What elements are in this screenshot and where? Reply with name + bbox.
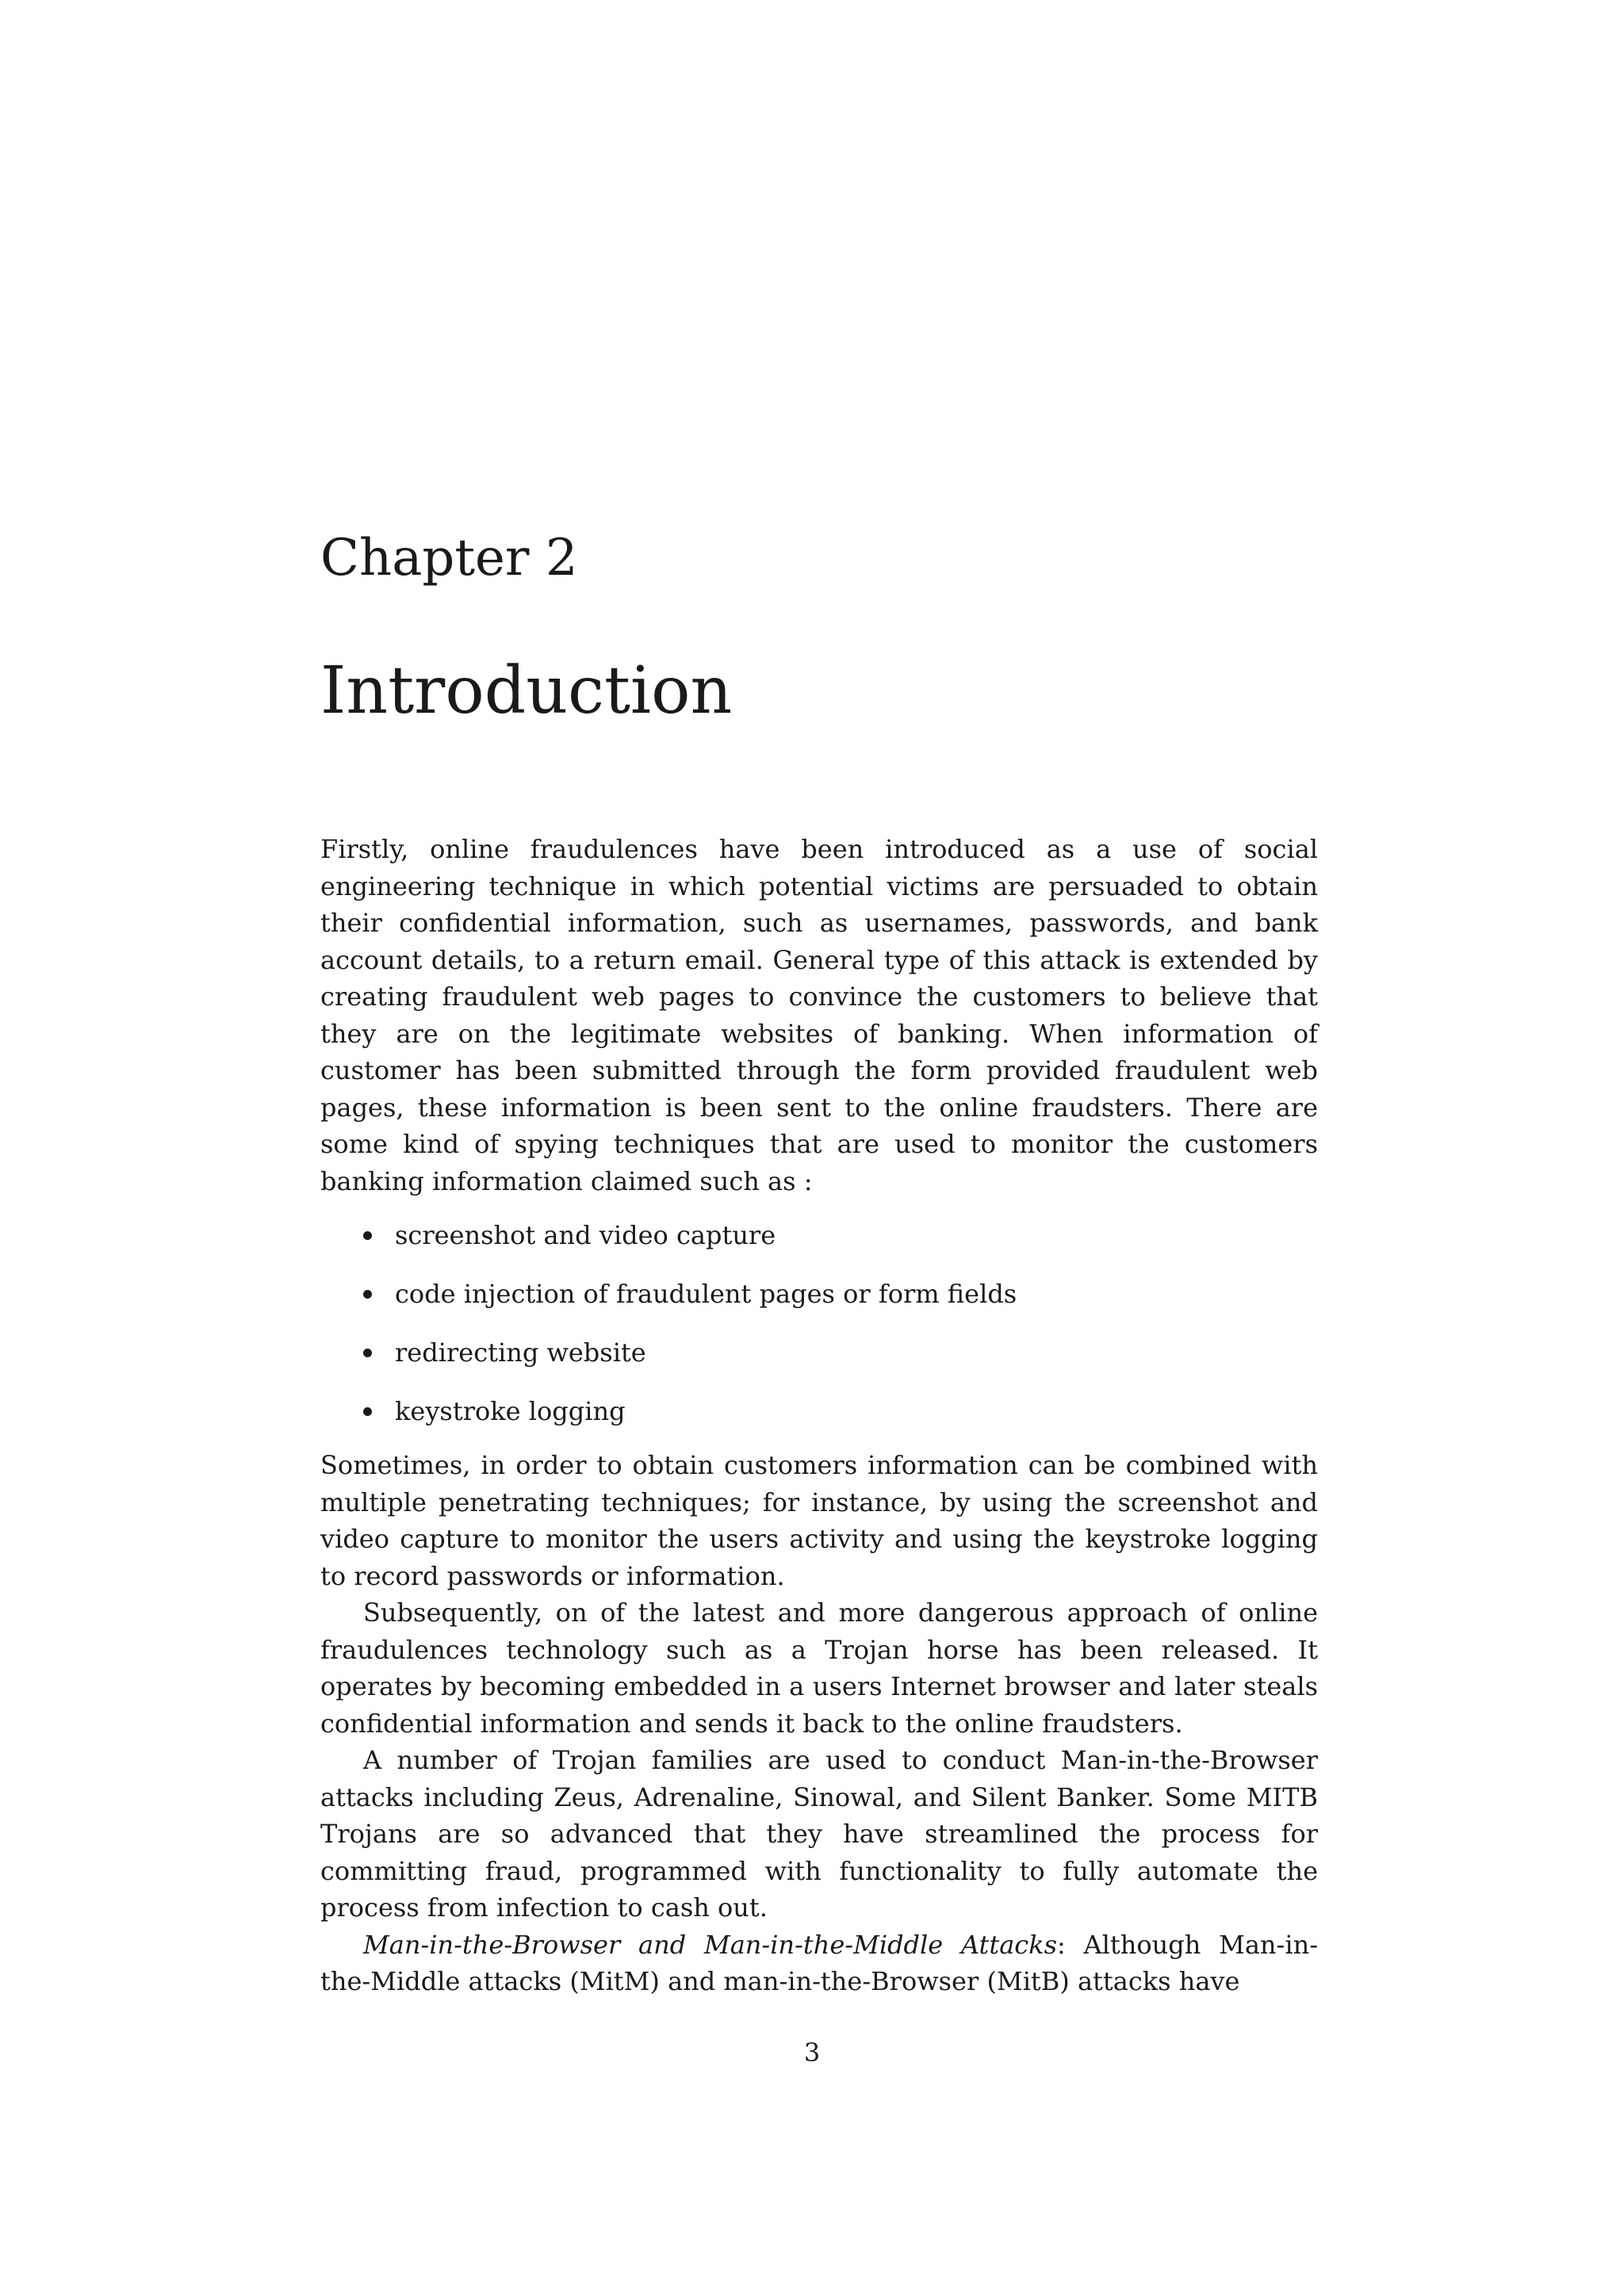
bullet-icon (363, 1349, 372, 1357)
list-item-text: code injection of fraudulent pages or form fields (395, 1279, 1017, 1309)
page-number: 3 (803, 2038, 821, 2068)
chapter-title: Introduction (320, 653, 733, 729)
chapter-body (320, 831, 1318, 2000)
paragraph-1: Firstly, online fraudulences have been introduced as a use of social engineering technique in which potential victims are persuaded to obtain their confidential information, such as usernames, passwords, and bank account details, to a return email. General type of this attack is extended by creating fraudulent web pages to convince the customers to believe that they are on the legitimate websites of banking. When information of customer has been submitted through the form provided fraudulent web pages, these information is been sent to the online fraudsters. There are some kind of spying techniques that are used to monitor the customers banking information claimed such as : (320, 834, 1318, 1196)
list-item (363, 1393, 1318, 1429)
bullet-icon (363, 1231, 372, 1240)
paragraph-5-text: : Although Man-in-the-Middle attacks (MitM) and man-in-the-Browser (MitB) attacks have (320, 1929, 1319, 1996)
paragraph-4: A number of Trojan families are used to conduct Man-in-the-Browser attacks including Zeus, Adrenaline, Sinowal, and Silent Banker. Some MITB Trojans are so advanced that they have streamlined the process for committing fraud, programmed with functionality to fully automate the process from infection to cash out. (320, 1745, 1318, 1923)
paragraph-2: Sometimes, in order to obtain customers information can be combined with multiple penetrating techniques; for instance, by using the screenshot and video capture to monitor the users activity and using the keystroke logging to record passwords or information. (320, 1450, 1318, 1591)
paragraph-5 (320, 1927, 1318, 2000)
list-item-text: keystroke logging (395, 1396, 626, 1426)
list-item-text: redirecting website (395, 1337, 646, 1368)
bullet-icon (363, 1290, 372, 1299)
list-item (363, 1334, 1318, 1371)
list-item (363, 1217, 1318, 1253)
chapter-label: Chapter 2 (320, 529, 578, 587)
list-item-text: screenshot and video capture (395, 1220, 776, 1250)
list-item (363, 1276, 1318, 1312)
bullet-icon (363, 1407, 372, 1416)
paragraph-3: Subsequently, on of the latest and more dangerous approach of online fraudulences technology such as a Trojan horse has been released. It operates by becoming embedded in a users Internet browser and later steals confidential information and sends it back to the online fraudsters. (320, 1598, 1318, 1739)
paragraph-5-italic-heading: Man-in-the-Browser and Man-in-the-Middle Attacks (363, 1929, 1058, 1960)
technique-list (320, 1217, 1318, 1429)
